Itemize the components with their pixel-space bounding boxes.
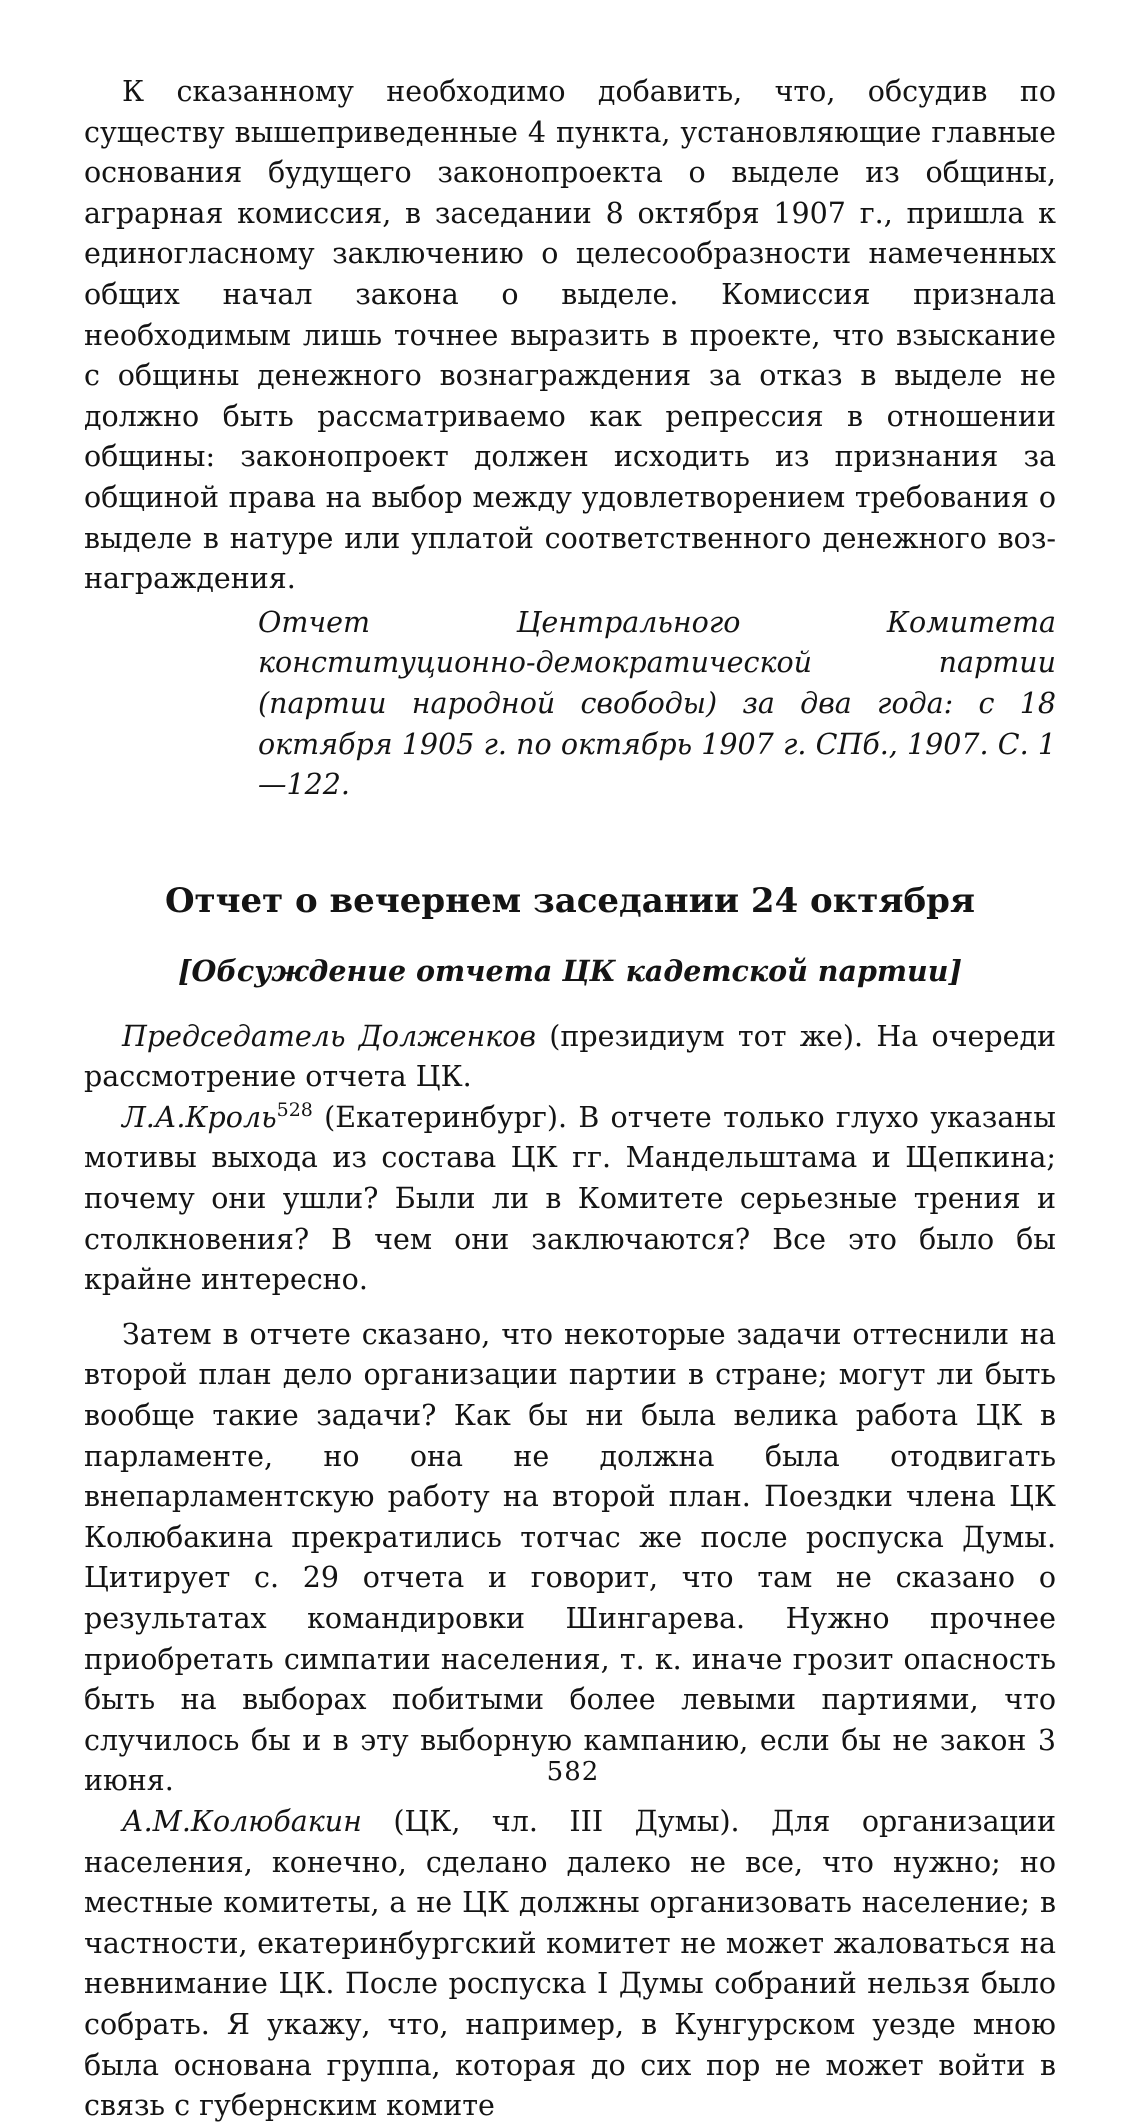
source-citation: Отчет Центрального Комитета конституционно-демократической партии (партии народной свободы) за два года: с 18 октября 1905 г. по октябрь 1907 г. СПб., 1907. С. 1—122. <box>258 605 1056 802</box>
paragraph-text: (Екатеринбург). В отчете только глухо указаны мотивы выхода из состава ЦК гг. Мандельштама и Щепкина; почему они ушли? Были ли в Комитете серьезные трения и столкновения? В чем они заключаются? Все это было бы крайне интересно. <box>84 1100 1056 1297</box>
paragraph-krol <box>84 1098 1056 1301</box>
paragraph-text: (ЦК, чл. III Думы). Для организации населения, конечно, сделано далеко не все, что нужно; но местные комитеты, а не ЦК должны организовать население; в частности, екатеринбургский комитет не может жаловаться на невнимание ЦК. После роспуска I Думы собраний нельзя было собрать. Я укажу, что, например, в Кунгурском уезде мною была основана группа, которая до сих пор не может войти в связь с губернским комите <box>84 1804 1056 2123</box>
section-subtitle: [Обсуждение отчета ЦК кадетской партии] <box>178 953 962 988</box>
paragraph-chairman <box>84 1017 1056 1098</box>
paragraph-krol-continued: Затем в отчете сказано, что некоторые задачи оттеснили на второй план дело организации партии в стране; могут ли быть вообще такие задачи? Как бы ни была велика работа ЦК в парламенте, но она не должна была отодвигать внепарламентскую работу на второй план. Поездки члена ЦК Колюбакина прекратились тотчас же после роспуска Думы. Цитирует с. 29 отчета и говорит, что там не сказано о результатах командировки Шингарева. Нужно прочнее приобретать симпатии населения, т. к. иначе грозит опасность быть на выборах побитыми более левыми партиями, что случилось бы и в эту выборную кампанию, если бы не закон 3 июня. <box>84 1317 1056 1798</box>
page-body <box>84 72 1056 2127</box>
paragraph-kolyubakin <box>84 1802 1056 2127</box>
intro-paragraph: К сказанному необходимо добавить, что, обсудив по существу вышеприведенные 4 пункта, установляющие главные основания будущего законопроекта о выделе из общины, аграрная комиссия, в заседании 8 октября 1907 г., пришла к единогласному заключению о целесообразности намеченных общих начал закона о выделе. Комиссия признала необходимым лишь точнее выразить в проекте, что взыскание с общины денежного вознаграждения за отказ в выделе не должно быть рассматриваемо как репрессия в отношении общины: законопроект должен исходить из признания за общиной права на выбор между удовлетворением требования о выделе в натуре или уплатой соответственного денежного вознаграждения. <box>84 75 1056 596</box>
speaker-name: Л.А.Кроль <box>122 1100 277 1134</box>
speaker-name: Председатель Долженков <box>122 1019 537 1053</box>
paragraph-text: (президиум тот же). На очереди рассмотрение отчета ЦК. <box>84 1019 1056 1094</box>
footnote-marker: 528 <box>276 1098 313 1121</box>
section-title: Отчет о вечернем заседании 24 октября <box>164 880 976 921</box>
speaker-name: А.М.Колюбакин <box>122 1804 362 1838</box>
page-number: 582 <box>546 1757 600 1787</box>
